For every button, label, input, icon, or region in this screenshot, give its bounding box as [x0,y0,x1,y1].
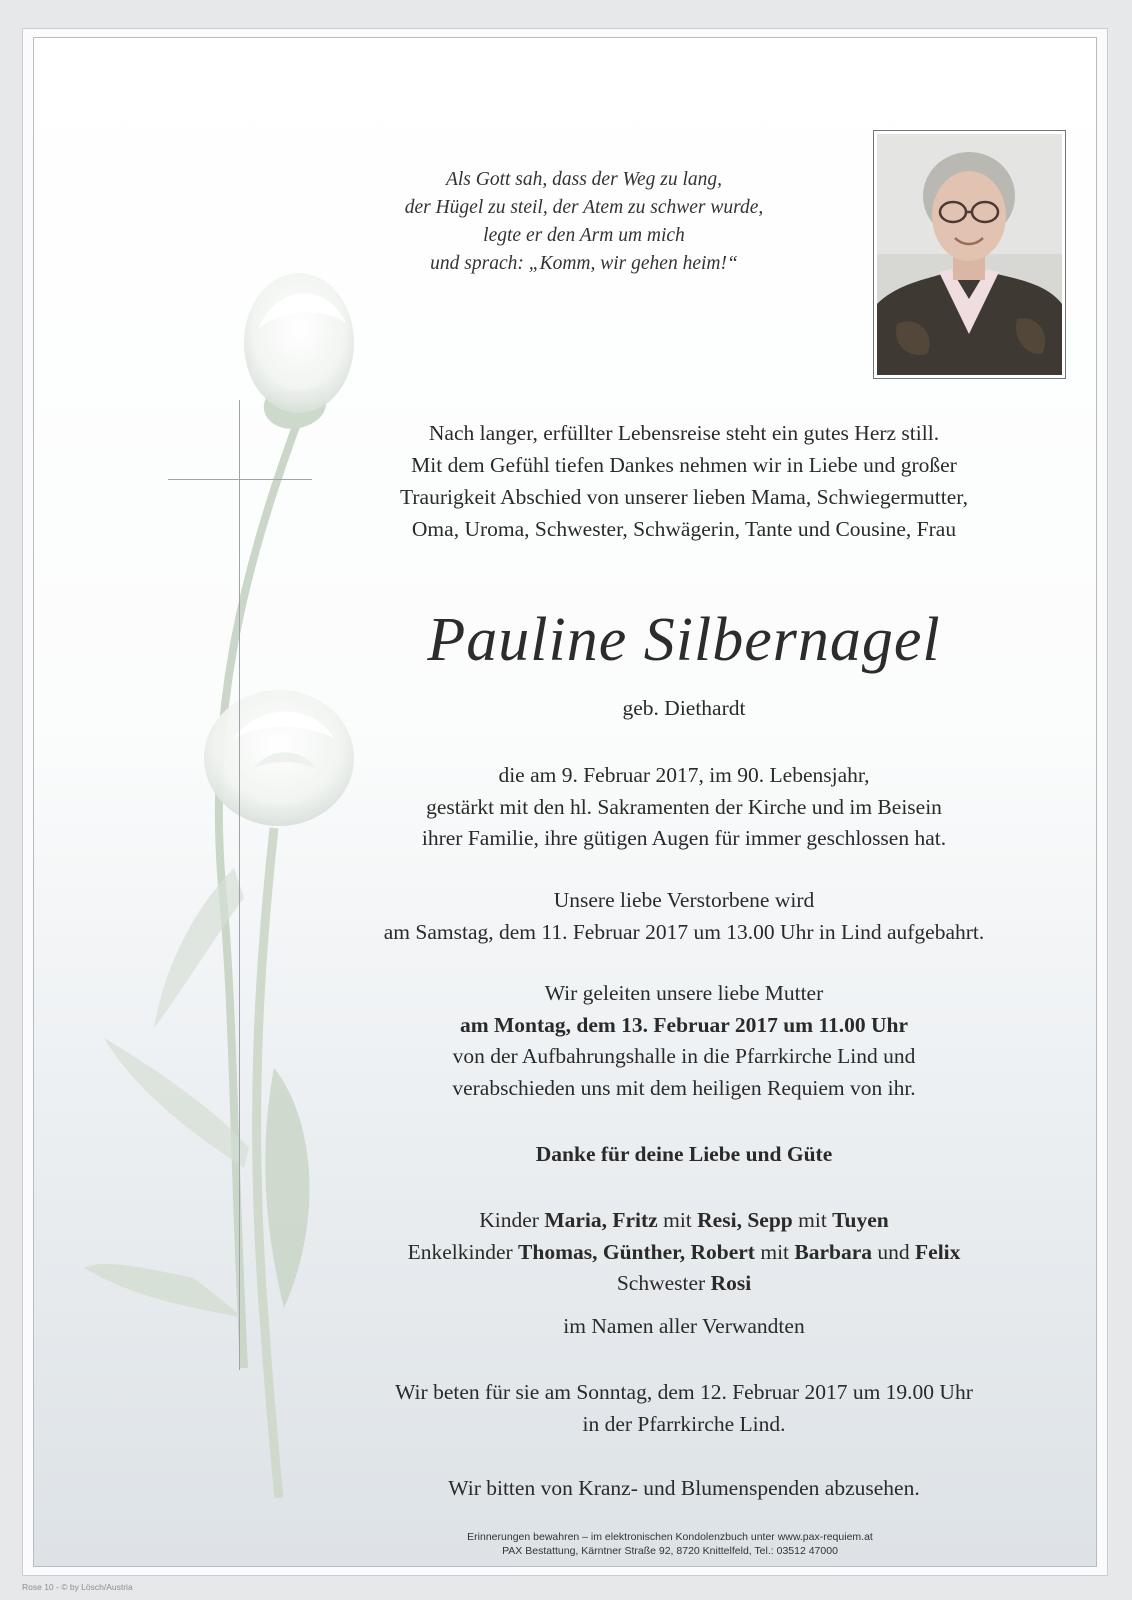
funeral-date: am Montag, dem 13. Februar 2017 um 11.00 Uhr [459,1012,909,1037]
poem-line: und sprach: „Komm, wir gehen heim!“ [430,253,738,274]
poem-line: legte er den Arm um mich [483,225,685,246]
children-label: Kinder [479,1208,539,1232]
page-inner-border [33,37,1097,1567]
connector-word: mit [760,1239,790,1264]
child-name: Maria, [544,1208,607,1232]
death-line: die am 9. Februar 2017, im 90. Lebensjahr, [498,763,870,787]
death-line: ihrer Familie, ihre gütigen Augen für immer geschlossen hat. [421,826,947,850]
intro-line: Nach langer, erfüllter Lebensreise steht ein gutes Herz still. [428,421,940,445]
portrait-photo [873,130,1066,379]
memorial-poem [364,166,804,278]
footer-address-line: PAX Bestattung, Kärntner Straße 92, 8720 Knittelfeld, Tel.: 03512 47000 [502,1545,838,1557]
connector-word: mit [663,1208,692,1232]
poem-line: der Hügel zu steil, der Atem zu schwer wurde, [404,197,764,218]
funeral-line: von der Aufbahrungshalle in die Pfarrkirche Lind und [452,1044,916,1068]
viewing-notice [294,885,1074,948]
grandchildren-label: Enkelkinder [407,1239,513,1264]
donation-request: Wir bitten von Kranz- und Blumenspenden abzusehen. [448,1476,920,1500]
intro-text [304,417,1064,545]
deceased-name: Pauline Silbernagel [427,606,941,674]
footer [300,1530,1040,1558]
intro-line: Mit dem Gefühl tiefen Dankes nehmen wir in Liebe und großer [411,453,957,477]
child-name: Fritz [612,1208,658,1232]
portrait-image [877,134,1062,375]
connector-word: mit [798,1208,827,1232]
grandchild-name: Thomas, [518,1239,598,1264]
prayer-line: in der Pfarrkirche Lind. [582,1411,786,1436]
image-credit: Rose 10 - © by Lösch/Austria [22,1582,133,1592]
sister-line [294,1268,1074,1300]
intro-line: Oma, Uroma, Schwester, Schwägerin, Tante und Cousine, Frau [411,517,957,541]
maiden-name: geb. Diethardt [622,696,746,720]
viewing-line: Unsere liebe Verstorbene wird [553,888,815,912]
sister-name: Rosi [710,1271,752,1295]
prayer-notice [294,1377,1074,1440]
thanks-line: Danke für deine Liebe und Güte [535,1142,833,1166]
family-list [294,1205,1074,1300]
cross-horizontal-bar [168,479,312,480]
connector-word: und [877,1239,910,1264]
grandchildren-line [294,1237,1074,1269]
footer-condolence-line: Erinnerungen bewahren – im elektronischen Kondolenzbuch unter www.pax-requiem.at [467,1531,873,1543]
children-line [294,1205,1074,1237]
death-line: gestärkt mit den hl. Sakramenten der Kirche und im Beisein [426,794,942,819]
death-notice [294,760,1074,855]
intro-line: Traurigkeit Abschied von unserer lieben Mama, Schwiegermutter, [400,485,968,509]
cross-vertical-bar [239,400,240,1370]
child-partner-name: Tuyen [832,1208,889,1232]
grandchild-name: Günther, [602,1239,686,1264]
grandchild-name: Robert [690,1239,755,1264]
funeral-notice [294,978,1074,1104]
child-name: Sepp [747,1208,793,1232]
funeral-line: verabschieden uns mit dem heiligen Requiem von ihr. [452,1075,916,1100]
poem-line: Als Gott sah, dass der Weg zu lang, [445,169,723,190]
relatives-line: im Namen aller Verwandten [563,1314,805,1338]
grandchild-name: Felix [915,1239,961,1264]
page-frame [22,28,1108,1576]
child-partner-name: Resi, [697,1208,742,1232]
prayer-line: Wir beten für sie am Sonntag, dem 12. Februar 2017 um 19.00 Uhr [395,1380,973,1404]
viewing-line: am Samstag, dem 11. Februar 2017 um 13.00 Uhr in Lind aufgebahrt. [383,919,985,944]
funeral-line: Wir geleiten unsere liebe Mutter [544,981,824,1005]
grandchild-partner-name: Barbara [794,1239,873,1264]
sister-label: Schwester [616,1271,706,1295]
